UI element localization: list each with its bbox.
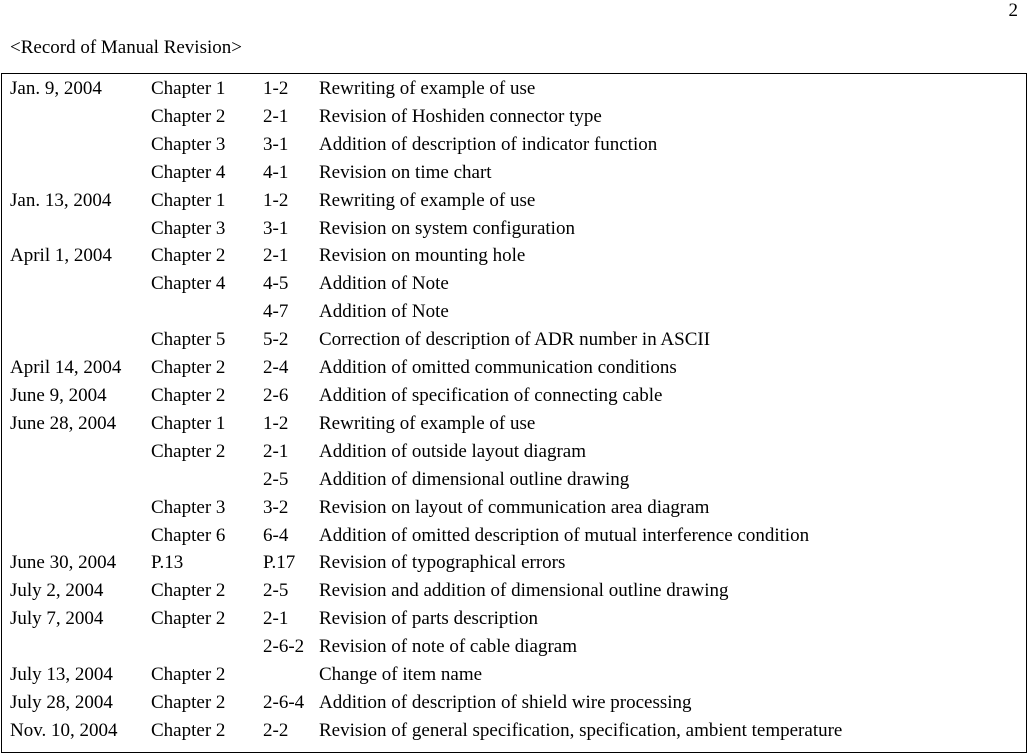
revision-page: 6-4 [263,524,289,546]
revision-page: 4-5 [263,273,289,295]
revision-description: Correction of description of ADR number in ASCII [319,329,711,351]
page-number: 2 [1008,0,1018,21]
revision-page: 5-2 [263,329,289,351]
revision-page: 4-1 [263,161,289,183]
revision-date: April 14, 2004 [10,357,122,379]
revision-date: July 2, 2004 [10,580,104,602]
revision-date: June 28, 2004 [10,412,117,434]
table-row [10,103,1019,131]
revision-description: Rewriting of example of use [319,78,536,99]
revision-page: 2-6-4 [263,691,305,713]
revision-chapter: Chapter 2 [151,440,226,462]
revision-page: 2-2 [263,719,289,741]
revision-date [10,298,151,326]
revision-description: Addition of description of shield wire processing [319,691,692,713]
revision-page: 2-5 [263,468,289,490]
revision-description: Change of item name [319,664,483,686]
revision-date: April 1, 2004 [10,245,112,267]
revision-description: Rewriting of example of use [319,412,536,434]
table-row [10,326,1019,354]
revision-description: Addition of Note [319,301,449,323]
revision-page: 3-1 [263,217,289,239]
revision-chapter: Chapter 2 [151,384,226,406]
revision-description: Revision on system configuration [319,217,575,239]
revision-chapter [151,466,263,494]
revision-description: Addition of Note [319,273,449,295]
revision-page [263,661,319,689]
revision-date: July 28, 2004 [10,691,113,713]
revision-page: 2-1 [263,440,289,462]
revision-page: P.17 [263,552,296,574]
table-row [10,577,1019,605]
table-row [10,215,1019,243]
table-row [10,382,1019,410]
revision-chapter: Chapter 1 [151,78,226,99]
table-row [10,354,1019,382]
table-row [10,717,1019,745]
revision-description: Addition of specification of connecting cable [319,384,663,406]
revision-date: July 7, 2004 [10,608,104,630]
revision-date [10,215,151,243]
revision-record-box [1,73,1027,753]
revision-chapter: Chapter 1 [151,412,226,434]
table-row [10,298,1019,326]
revision-description: Revision on time chart [319,161,492,183]
revision-page: 3-2 [263,496,289,518]
revision-date: June 9, 2004 [10,384,107,406]
revision-description: Rewriting of example of use [319,189,536,211]
revision-date: Jan. 9, 2004 [10,78,102,99]
revision-date [10,633,151,661]
table-row [10,633,1019,661]
revision-date: July 13, 2004 [10,664,113,686]
revision-table [10,75,1019,745]
table-row [10,605,1019,633]
revision-description: Revision of note of cable diagram [319,636,578,658]
revision-date [10,438,151,466]
revision-chapter: Chapter 2 [151,357,226,379]
revision-date [10,494,151,522]
revision-page: 1-2 [263,412,289,434]
revision-date: Nov. 10, 2004 [10,719,118,741]
revision-page: 2-5 [263,580,289,602]
table-row [10,187,1019,215]
revision-chapter: Chapter 2 [151,691,226,713]
revision-page: 2-1 [263,245,289,267]
revision-date [10,270,151,298]
table-row [10,522,1019,550]
revision-page: 2-1 [263,608,289,630]
revision-chapter: Chapter 2 [151,608,226,630]
revision-page: 1-2 [263,78,289,99]
revision-chapter: Chapter 5 [151,329,226,351]
revision-chapter: Chapter 3 [151,133,226,155]
revision-date [10,522,151,550]
revision-description: Revision of general specification, specification, ambient temperature [319,719,843,741]
table-row [10,159,1019,187]
revision-chapter: Chapter 2 [151,719,226,741]
revision-description: Revision of typographical errors [319,552,566,574]
revision-chapter: Chapter 2 [151,245,226,267]
revision-chapter: Chapter 2 [151,664,226,686]
revision-date [10,131,151,159]
revision-date [10,159,151,187]
revision-page: 2-1 [263,105,289,127]
revision-page: 2-4 [263,357,289,379]
revision-chapter: Chapter 3 [151,217,226,239]
revision-date: June 30, 2004 [10,552,117,574]
revision-description: Revision on layout of communication area diagram [319,496,710,518]
revision-chapter: Chapter 6 [151,524,226,546]
table-row [10,410,1019,438]
revision-date [10,466,151,494]
revision-description: Addition of dimensional outline drawing [319,468,630,490]
table-row [10,270,1019,298]
revision-page: 2-6-2 [263,636,305,658]
revision-page: 1-2 [263,189,289,211]
table-row [10,466,1019,494]
revision-chapter: Chapter 4 [151,273,226,295]
revision-page: 2-6 [263,384,289,406]
revision-chapter: Chapter 2 [151,105,226,127]
revision-description: Revision on mounting hole [319,245,526,267]
table-row [10,131,1019,159]
table-row [10,689,1019,717]
revision-rows [10,75,1019,745]
revision-description: Addition of omitted description of mutual interference condition [319,524,810,546]
revision-page: 4-7 [263,301,289,323]
revision-chapter [151,298,263,326]
revision-date [10,326,151,354]
revision-description: Addition of description of indicator function [319,133,658,155]
revision-description: Revision of parts description [319,608,538,630]
table-row [10,549,1019,577]
revision-chapter: Chapter 2 [151,580,226,602]
table-row [10,494,1019,522]
table-row [10,438,1019,466]
revision-chapter: Chapter 1 [151,189,226,211]
revision-chapter: Chapter 3 [151,496,226,518]
revision-date: Jan. 13, 2004 [10,189,112,211]
revision-date [10,103,151,131]
table-row [10,661,1019,689]
revision-description: Addition of omitted communication conditions [319,357,677,379]
revision-description: Revision and addition of dimensional outline drawing [319,580,729,602]
table-row [10,75,1019,103]
revision-description: Revision of Hoshiden connector type [319,105,602,127]
table-row [10,242,1019,270]
revision-page: 3-1 [263,133,289,155]
revision-chapter: Chapter 4 [151,161,226,183]
revision-chapter: P.13 [151,552,184,574]
revision-chapter [151,633,263,661]
page-title: <Record of Manual Revision> [10,37,242,58]
revision-description: Addition of outside layout diagram [319,440,587,462]
